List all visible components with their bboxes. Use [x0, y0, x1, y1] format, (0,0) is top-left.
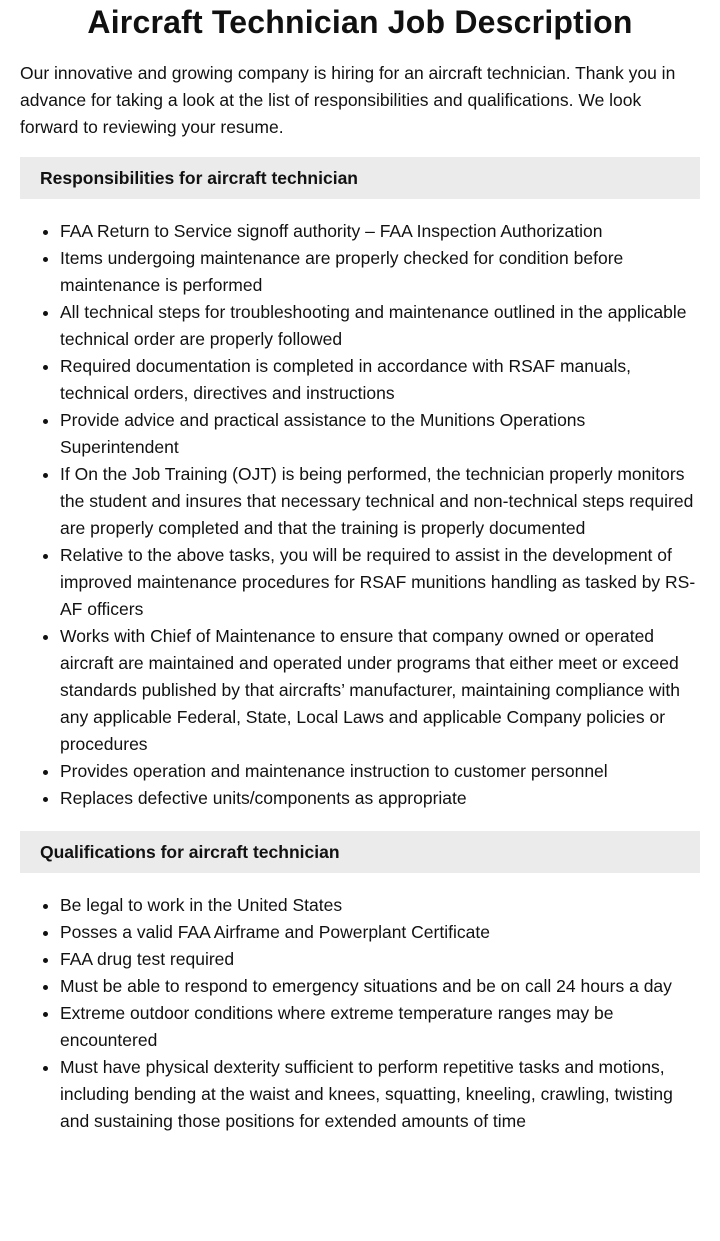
intro-paragraph: Our innovative and growing company is hiring for an aircraft technician. Thank you in advance for taking a look at the list of responsibilities and qualifications. We look forward to reviewing your resume.: [20, 63, 676, 137]
list-item: • Required documentation is completed in accordance with RSAF manuals, technical orders, directives and instructions: [60, 353, 700, 407]
list-item: • Works with Chief of Maintenance to ensure that company owned or operated aircraft are maintained and operated under programs that either meet or exceed standards published by that aircrafts’ manufacturer, maintaining compliance with any applicable Federal, State, Local Laws and applicable Company policies or procedures: [60, 623, 700, 758]
list-item: • Relative to the above tasks, you will be required to assist in the development of improved maintenance procedures for RSAF munitions handling as tasked by RS-AF officers: [60, 542, 700, 623]
qualifications-list: [20, 892, 700, 1135]
list-item: • Replaces defective units/components as appropriate: [60, 785, 700, 812]
list-item: • Extreme outdoor conditions where extreme temperature ranges may be encountered: [60, 1000, 700, 1054]
qualifications-heading: Qualifications for aircraft technician: [20, 831, 700, 873]
list-item: • Be legal to work in the United States: [60, 892, 700, 919]
responsibilities-list: [20, 218, 700, 812]
responsibilities-heading: Responsibilities for aircraft technician: [20, 157, 700, 199]
list-item: • All technical steps for troubleshooting and maintenance outlined in the applicable technical order are properly followed: [60, 299, 700, 353]
list-item: • FAA drug test required: [60, 946, 700, 973]
list-item: • Provides operation and maintenance instruction to customer personnel: [60, 758, 700, 785]
list-item: • Items undergoing maintenance are properly checked for condition before maintenance is performed: [60, 245, 700, 299]
list-item: • If On the Job Training (OJT) is being performed, the technician properly monitors the student and insures that necessary technical and non-technical steps required are properly completed and that the training is properly documented: [60, 461, 700, 542]
list-item: • Posses a valid FAA Airframe and Powerplant Certificate: [60, 919, 700, 946]
list-item: • Provide advice and practical assistance to the Munitions Operations Superintendent: [60, 407, 700, 461]
list-item: • Must have physical dexterity sufficient to perform repetitive tasks and motions, including bending at the waist and knees, squatting, kneeling, crawling, twisting and sustaining those positions for extended amounts of time: [60, 1054, 700, 1135]
page-title: Aircraft Technician Job Description: [87, 4, 633, 40]
list-item: • Must be able to respond to emergency situations and be on call 24 hours a day: [60, 973, 700, 1000]
list-item: • FAA Return to Service signoff authority – FAA Inspection Authorization: [60, 218, 700, 245]
